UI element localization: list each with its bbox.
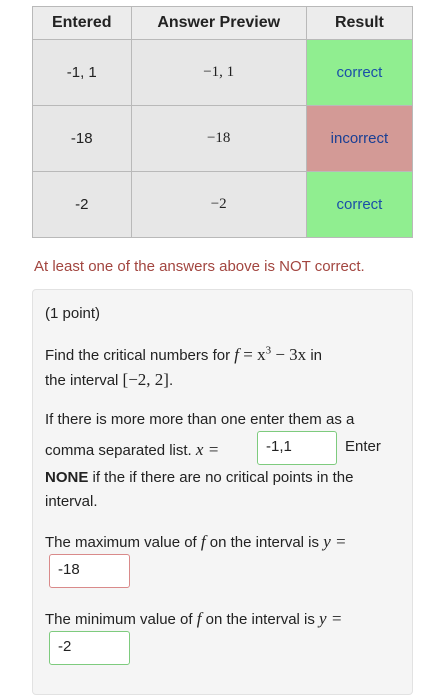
entered-cell: -1, 1 bbox=[33, 40, 132, 106]
question-interval-text: the interval bbox=[45, 372, 123, 389]
maximum-text-b: on the interval is bbox=[205, 534, 324, 551]
minimum-text: The minimum value of bbox=[45, 611, 197, 628]
results-header-row bbox=[33, 7, 413, 40]
max-f: f bbox=[200, 532, 206, 551]
question-period: . bbox=[168, 372, 174, 389]
instructions-line4: interval. bbox=[45, 493, 98, 510]
instructions-none bbox=[45, 466, 405, 514]
func-tail: − 3x bbox=[271, 345, 307, 364]
maximum-text: The maximum value of bbox=[45, 534, 201, 551]
minimum-input[interactable]: -2 bbox=[49, 631, 130, 665]
y-variable: y = bbox=[319, 609, 343, 628]
problem-panel bbox=[32, 289, 413, 695]
result-cell-correct: correct bbox=[306, 172, 412, 238]
maximum-question bbox=[45, 530, 405, 555]
enter-label: Enter bbox=[345, 438, 381, 455]
min-f: f bbox=[196, 609, 202, 628]
func-f: f bbox=[234, 345, 239, 364]
func-exponent: 3 bbox=[265, 344, 272, 357]
table-row bbox=[33, 40, 413, 106]
instructions-line3: if the if there are no critical points in the bbox=[88, 469, 354, 486]
question-text: Find the critical numbers for bbox=[45, 347, 231, 364]
points-label: (1 point) bbox=[45, 305, 101, 322]
results-table bbox=[32, 6, 413, 238]
incorrect-notice: At least one of the answers above is NOT correct. bbox=[34, 258, 365, 275]
table-row bbox=[33, 106, 413, 172]
preview-cell: −18 bbox=[131, 106, 306, 172]
preview-cell: −2 bbox=[131, 172, 306, 238]
preview-cell: −1, 1 bbox=[131, 40, 306, 106]
maximum-input[interactable]: -18 bbox=[49, 554, 130, 588]
y-variable: y = bbox=[323, 532, 347, 551]
function-expression bbox=[234, 345, 306, 364]
question-in: in bbox=[306, 347, 323, 364]
func-rest: = x bbox=[238, 345, 266, 364]
result-cell-correct: correct bbox=[306, 40, 412, 106]
minimum-text-b: on the interval is bbox=[201, 611, 320, 628]
minimum-question bbox=[45, 607, 405, 632]
header-answer-preview: Answer Preview bbox=[131, 7, 306, 40]
x-variable: x = bbox=[195, 440, 220, 459]
entered-cell: -18 bbox=[33, 106, 132, 172]
result-cell-incorrect: incorrect bbox=[306, 106, 412, 172]
table-row bbox=[33, 172, 413, 238]
question-critical-numbers bbox=[45, 343, 405, 393]
interval-expression: [−2, 2] bbox=[122, 370, 169, 389]
instructions-line1: If there is more more than one enter them as a bbox=[45, 411, 355, 428]
entered-cell: -2 bbox=[33, 172, 132, 238]
instructions-line2: comma separated list. bbox=[45, 442, 196, 459]
critical-numbers-input[interactable]: -1,1 bbox=[257, 431, 337, 465]
none-keyword: NONE bbox=[45, 469, 89, 486]
header-result: Result bbox=[306, 7, 412, 40]
header-entered: Entered bbox=[33, 7, 132, 40]
